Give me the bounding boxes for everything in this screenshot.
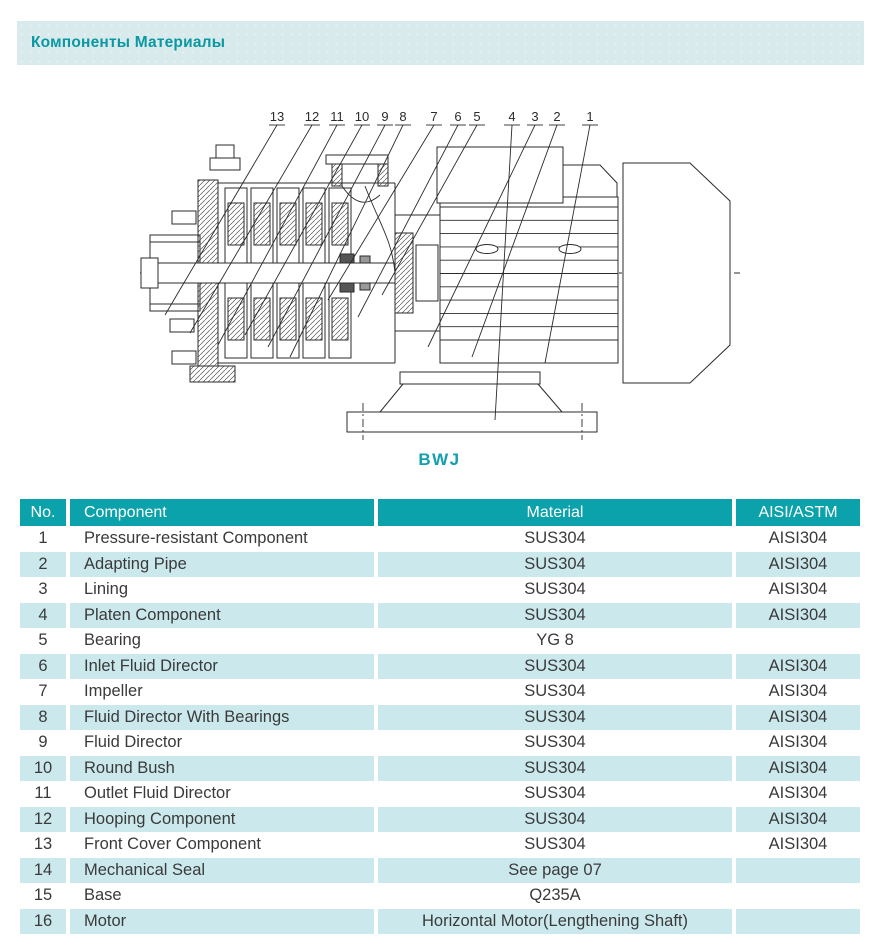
cell-component: Bearing <box>84 631 141 649</box>
cell-no: 7 <box>38 682 48 700</box>
cell-component: Mechanical Seal <box>70 858 374 884</box>
table-row <box>20 807 860 833</box>
cell-no: 13 <box>33 835 53 853</box>
callout-number: 7 <box>430 109 438 124</box>
cell-no: 5 <box>38 631 48 649</box>
cell-aisi-astm: AISI304 <box>768 580 828 598</box>
column-header-material: Material <box>378 499 732 526</box>
cell-no: 4 <box>20 603 66 629</box>
cell-component: Inlet Fluid Director <box>70 654 374 680</box>
cell-no: 8 <box>20 705 66 731</box>
cell-no: 10 <box>20 756 66 782</box>
cell-material: SUS304 <box>524 835 586 853</box>
pump-cross-section-diagram <box>40 95 840 445</box>
cell-material: SUS304 <box>524 733 586 751</box>
table-header-row <box>20 499 860 526</box>
pump-shaft <box>141 258 412 288</box>
cell-material: SUS304 <box>524 784 586 802</box>
cell-material: SUS304 <box>378 756 732 782</box>
table-row <box>20 705 860 731</box>
callout-number: 4 <box>508 109 516 124</box>
cell-material: SUS304 <box>378 603 732 629</box>
table-row <box>20 756 860 782</box>
cell-no: 9 <box>38 733 48 751</box>
callout-number: 8 <box>399 109 407 124</box>
table-row <box>20 883 860 909</box>
table-row <box>20 628 860 654</box>
callout-number: 10 <box>354 109 370 124</box>
cell-aisi-astm: AISI304 <box>736 807 860 833</box>
callout-number: 11 <box>330 109 344 124</box>
cell-no: 3 <box>38 580 48 598</box>
column-header-aisi-astm: AISI/ASTM <box>736 499 860 526</box>
callout-number: 12 <box>304 109 320 124</box>
cell-aisi-astm: AISI304 <box>736 654 860 680</box>
callout-number: 2 <box>553 109 561 124</box>
table-row <box>20 909 860 935</box>
motor-body <box>440 197 618 363</box>
cell-component: Platen Component <box>70 603 374 629</box>
table-body <box>20 526 860 934</box>
cell-aisi-astm <box>736 909 860 935</box>
cell-material: SUS304 <box>378 705 732 731</box>
cell-no: 14 <box>20 858 66 884</box>
table-row <box>20 781 860 807</box>
cell-component: Motor <box>70 909 374 935</box>
cell-material: SUS304 <box>524 682 586 700</box>
table-row <box>20 526 860 552</box>
cell-aisi-astm: AISI304 <box>736 552 860 578</box>
cell-aisi-astm: AISI304 <box>768 784 828 802</box>
cell-material: SUS304 <box>524 529 586 547</box>
cell-material: YG 8 <box>536 631 574 649</box>
section-title: Компоненты Материалы <box>31 34 226 51</box>
model-label: BWJ <box>418 450 461 469</box>
cell-material: SUS304 <box>378 552 732 578</box>
cell-aisi-astm: AISI304 <box>768 835 828 853</box>
cell-component: Hooping Component <box>70 807 374 833</box>
table-row <box>20 654 860 680</box>
table-row <box>20 603 860 629</box>
cell-material: Q235A <box>529 886 581 904</box>
cell-no: 16 <box>20 909 66 935</box>
cell-no: 11 <box>34 784 52 802</box>
cell-component: Front Cover Component <box>84 835 261 853</box>
cell-material: See page 07 <box>378 858 732 884</box>
cell-component: Fluid Director <box>84 733 183 751</box>
cell-aisi-astm: AISI304 <box>736 603 860 629</box>
cell-aisi-astm <box>736 628 860 654</box>
cell-no: 6 <box>20 654 66 680</box>
base-assembly <box>347 372 597 440</box>
cell-no: 15 <box>33 886 53 904</box>
cell-no: 2 <box>20 552 66 578</box>
cell-aisi-astm: AISI304 <box>736 756 860 782</box>
fan-cover <box>623 163 730 383</box>
pump-diagram-container <box>40 95 840 445</box>
cell-component: Outlet Fluid Director <box>84 784 231 802</box>
cell-aisi-astm <box>736 858 860 884</box>
terminal-box <box>437 147 563 203</box>
cell-no: 12 <box>20 807 66 833</box>
motor-end-cap <box>563 165 617 197</box>
cell-component: Base <box>84 886 122 904</box>
table-row <box>20 577 860 603</box>
callout-number: 3 <box>531 109 539 124</box>
cell-component: Round Bush <box>70 756 374 782</box>
column-header-component: Component <box>70 499 374 526</box>
cell-aisi-astm: AISI304 <box>768 733 828 751</box>
cell-material: Horizontal Motor(Lengthening Shaft) <box>378 909 732 935</box>
table-row <box>20 858 860 884</box>
cell-aisi-astm: AISI304 <box>736 705 860 731</box>
table-row <box>20 730 860 756</box>
cell-material: SUS304 <box>524 580 586 598</box>
cell-aisi-astm: AISI304 <box>768 682 828 700</box>
callout-number: 13 <box>269 109 285 124</box>
cell-aisi-astm: AISI304 <box>768 529 828 547</box>
cell-no: 1 <box>38 529 48 547</box>
callout-number: 5 <box>473 109 481 124</box>
column-header-no: No. <box>20 499 66 526</box>
table-row <box>20 679 860 705</box>
callout-number: 6 <box>454 109 462 124</box>
cell-component: Lining <box>84 580 129 598</box>
cell-aisi-astm <box>736 883 860 909</box>
table-row <box>20 552 860 578</box>
callout-number: 1 <box>586 109 594 124</box>
cell-component: Fluid Director With Bearings <box>70 705 374 731</box>
callout-number: 9 <box>381 109 389 124</box>
cell-component: Impeller <box>84 682 143 700</box>
cell-material: SUS304 <box>378 807 732 833</box>
cell-component: Pressure-resistant Component <box>84 529 308 547</box>
cell-material: SUS304 <box>378 654 732 680</box>
table-row <box>20 832 860 858</box>
cell-component: Adapting Pipe <box>70 552 374 578</box>
materials-table <box>20 499 860 934</box>
section-title-bar <box>17 21 864 65</box>
